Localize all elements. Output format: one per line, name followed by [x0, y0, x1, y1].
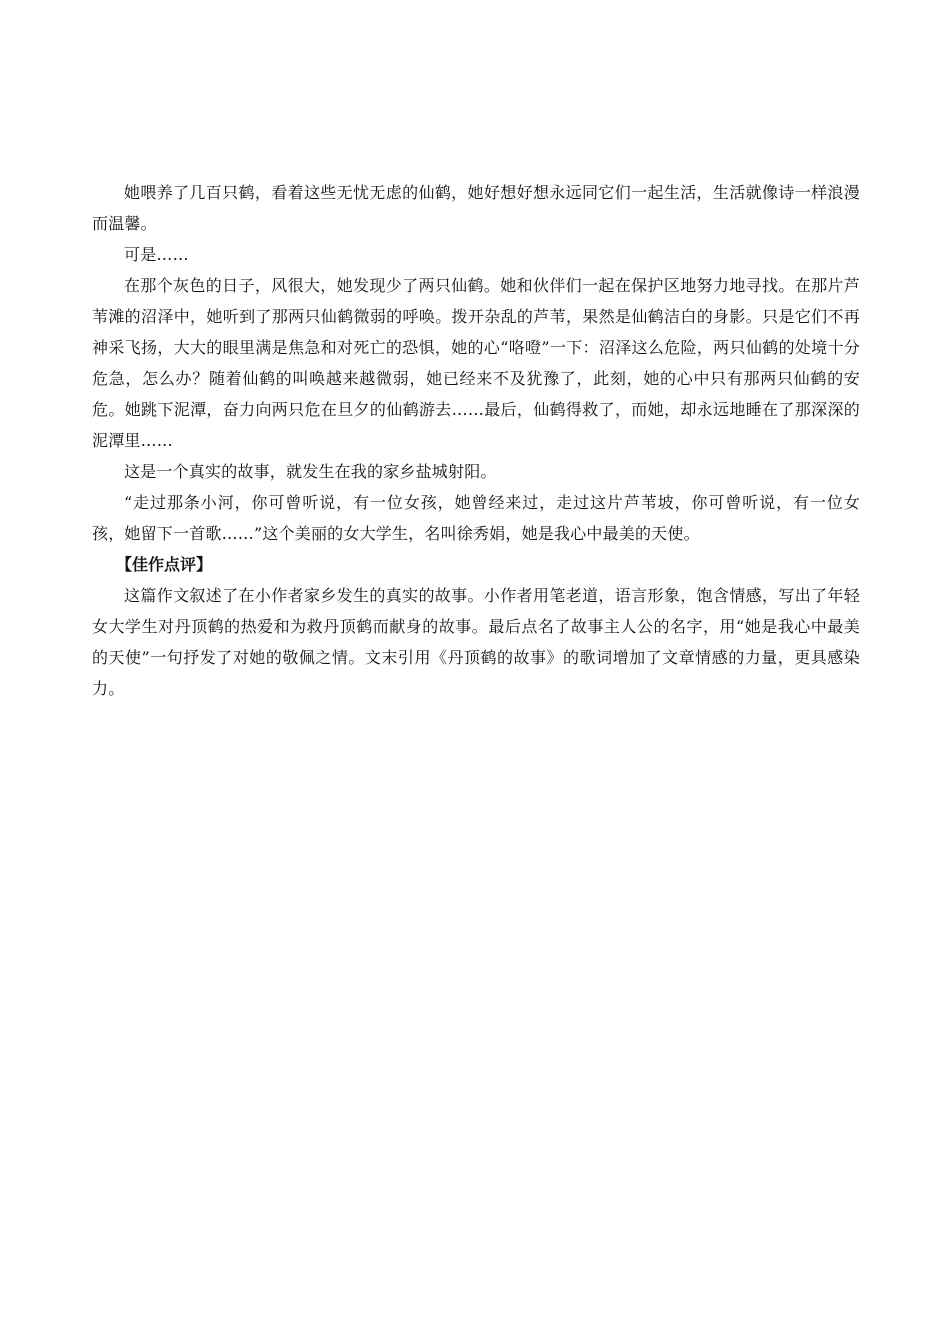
review-text: 这篇作文叙述了在小作者家乡发生的真实的故事。小作者用笔老道，语言形象，饱含情感，写出了年轻女大学生对丹顶鹤的热爱和为救丹顶鹤而献身的故事。最后点名了故事主人公的名字，用“她是我心中最美的天使”一句抒发了对她的敬佩之情。文末引用《丹顶鹤的故事》的歌词增加了文章情感的力量，更具感染力。 — [92, 586, 860, 698]
paragraph-3: 在那个灰色的日子，风很大，她发现少了两只仙鹤。她和伙伴们一起在保护区地努力地寻找。在那片芦苇滩的沼泽中，她听到了那两只仙鹤微弱的呼唤。拨开杂乱的芦苇，果然是仙鹤洁白的身影。只是它们不再神采飞扬，大大的眼里满是焦急和对死亡的恐惧，她的心“咯噔”一下：沼泽这么危险，两只仙鹤的处境十分危急，怎么办？随着仙鹤的叫唤越来越微弱，她已经来不及犹豫了，此刻，她的心中只有那两只仙鹤的安危。她跳下泥潭，奋力向两只危在旦夕的仙鹤游去……最后，仙鹤得救了，而她，却永远地睡在了那深深的泥潭里…… — [92, 276, 860, 450]
paragraph-1: 她喂养了几百只鹤，看着这些无忧无虑的仙鹤，她好想好想永远同它们一起生活，生活就像诗一样浪漫而温馨。 — [92, 183, 860, 233]
paragraph-2: 可是…… — [124, 245, 189, 264]
review-heading: 【佳作点评】 — [116, 555, 213, 574]
paragraph-5: “走过那条小河，你可曾听说，有一位女孩，她曾经来过，走过这片芦苇坡，你可曾听说，有一位女孩，她留下一首歌……”这个美丽的女大学生，名叫徐秀娟，她是我心中最美的天使。 — [92, 493, 860, 543]
paragraph-4: 这是一个真实的故事，就发生在我的家乡盐城射阳。 — [124, 462, 497, 481]
document-body — [92, 177, 860, 704]
